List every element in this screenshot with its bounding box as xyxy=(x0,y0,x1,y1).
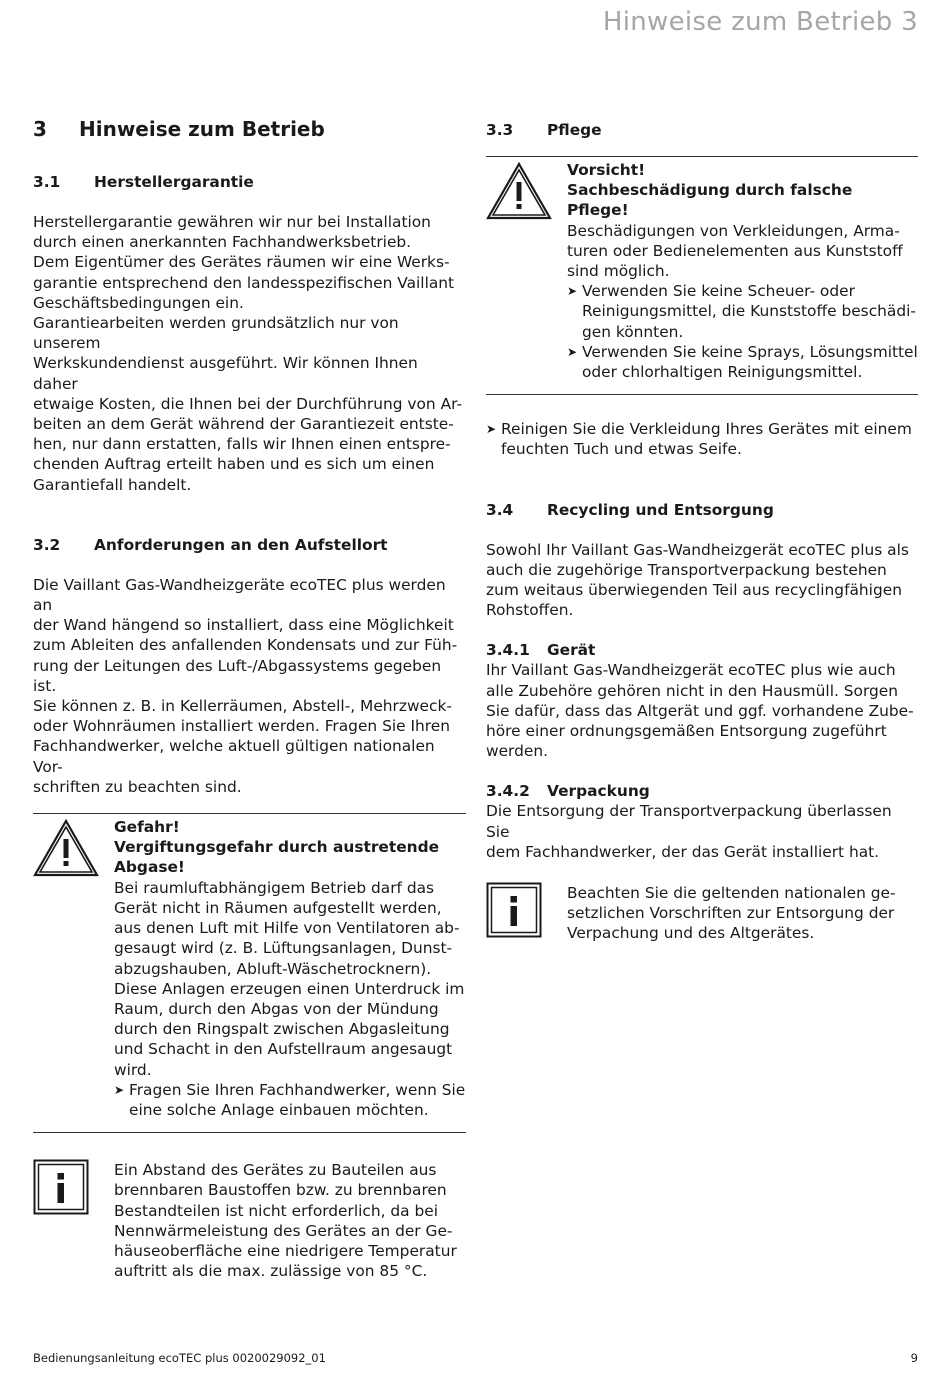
text-line: Die Entsorgung der Transportverpackung überlassen Sie xyxy=(486,802,892,841)
text-line: zum weitaus überwiegenden Teil aus recyclingfähigen xyxy=(486,581,902,600)
danger-subtitle: Abgase! xyxy=(114,858,185,877)
text-line: durch den Ringspalt zwischen Abgasleitung xyxy=(114,1020,450,1039)
bullet-text xyxy=(582,342,918,382)
text-line: dem Fachhandwerker, der das Gerät installiert hat. xyxy=(486,842,880,861)
text-line: Fachhandwerker, welche aktuell gültigen nationalen Vor- xyxy=(33,737,435,776)
info-box-right xyxy=(486,882,918,944)
left-column xyxy=(33,112,466,1281)
chapter-title: Hinweise zum Betrieb xyxy=(79,117,325,141)
text-line: Garantiearbeiten werden grundsätzlich nur von unserem xyxy=(33,314,399,353)
paragraph-herstellergarantie xyxy=(33,212,466,495)
text-line: häuseoberfläche eine niedrigere Temperatur xyxy=(114,1241,457,1260)
text-line: beiten an dem Gerät während der Garantiezeit entste- xyxy=(33,415,454,434)
text-line: gen könnten. xyxy=(582,322,684,341)
text-line: sind möglich. xyxy=(567,262,670,281)
section-number: 3.4.2 xyxy=(486,782,530,801)
text-line: Geschäftsbedingungen ein. xyxy=(33,293,244,312)
text-line: Rohstoffen. xyxy=(486,601,574,620)
bullet-text xyxy=(501,419,912,459)
text-line: Fragen Sie Ihren Fachhandwerker, wenn Sie xyxy=(129,1080,466,1099)
danger-content xyxy=(114,817,466,1120)
danger-bullet xyxy=(114,1080,466,1120)
text-line: ist. xyxy=(33,676,57,695)
section-number: 3.4 xyxy=(486,500,514,519)
section-number: 3.2 xyxy=(33,535,61,554)
section-heading-3-3 xyxy=(486,120,918,140)
text-line: durch einen anerkannten Fachhandwerksbetrieb. xyxy=(33,233,412,252)
text-line: Reinigungsmittel, die Kunststoffe beschädi- xyxy=(582,302,916,321)
arrow-bullet-icon: ➤ xyxy=(486,422,497,437)
arrow-bullet-icon: ➤ xyxy=(567,284,578,299)
info-icon xyxy=(33,1159,114,1281)
text-line: Werkskundendienst ausgeführt. Wir können Ihnen daher xyxy=(33,354,418,393)
text-line: Sowohl Ihr Vaillant Gas-Wandheizgerät ecoTEC plus als xyxy=(486,540,909,559)
text-line: Dem Eigentümer des Gerätes räumen wir eine Werks- xyxy=(33,253,450,272)
bullet-text xyxy=(582,281,916,342)
text-line: Reinigen Sie die Verkleidung Ihres Gerätes mit einem xyxy=(501,420,912,439)
paragraph-aufstellort xyxy=(33,575,466,797)
danger-box xyxy=(33,813,466,1133)
text-line: Beschädigungen von Verkleidungen, Arma- xyxy=(567,221,900,240)
section-title: Pflege xyxy=(547,121,602,139)
paragraph-verpackung xyxy=(486,801,918,862)
text-line: garantie entsprechend den landesspezifischen Vaillant xyxy=(33,273,455,292)
text-line: wird. xyxy=(114,1060,152,1079)
text-line: Ein Abstand des Gerätes zu Bauteilen aus xyxy=(114,1161,437,1180)
text-line: Verwenden Sie keine Scheuer- oder xyxy=(582,282,855,301)
section-title: Recycling und Entsorgung xyxy=(547,500,774,519)
text-line: Gerät nicht in Räumen aufgestellt werden, xyxy=(114,898,442,917)
text-line: Ihr Vaillant Gas-Wandheizgerät ecoTEC plus wie auch xyxy=(486,661,896,680)
right-column xyxy=(486,112,918,944)
paragraph-geraet xyxy=(486,660,918,761)
info-text xyxy=(114,1159,457,1281)
text-line: turen oder Bedienelementen aus Kunststoff xyxy=(567,241,903,260)
text-line: Verpachung und des Altgerätes. xyxy=(567,924,815,943)
text-line: Die Vaillant Gas-Wandheizgeräte ecoTEC plus werden an xyxy=(33,575,446,615)
section-number: 3.1 xyxy=(33,173,61,191)
text-line: Verwenden Sie keine Sprays, Lösungsmittel xyxy=(582,342,918,361)
arrow-bullet-icon: ➤ xyxy=(114,1082,125,1097)
text-line: Herstellergarantie gewähren wir nur bei Installation xyxy=(33,213,431,231)
paragraph-recycling xyxy=(486,540,918,621)
caution-box xyxy=(486,156,918,395)
text-line: setzlichen Vorschriften zur Entsorgung der xyxy=(567,904,895,923)
text-line: Bestandteilen ist nicht erforderlich, da bei xyxy=(114,1201,439,1220)
text-line: der Wand hängend so installiert, dass eine Möglichkeit xyxy=(33,616,454,635)
danger-title: Gefahr! xyxy=(114,818,180,837)
footer-document-title: Bedienungsanleitung ecoTEC plus 0020029092_01 xyxy=(33,1351,326,1365)
section-heading-3-4-2 xyxy=(486,781,918,801)
text-line: alle Zubehöre gehören nicht in den Hausmüll. Sorgen xyxy=(486,681,898,700)
warning-triangle-icon xyxy=(486,160,567,382)
text-line: Garantiefall handelt. xyxy=(33,475,192,494)
page-number: 9 xyxy=(910,1351,918,1365)
text-line: Beachten Sie die geltenden nationalen ge- xyxy=(567,884,896,903)
text-line: auch die zugehörige Transportverpackung bestehen xyxy=(486,560,887,579)
section-title: Verpackung xyxy=(547,782,650,801)
text-line: Sie dafür, dass das Altgerät und ggf. vorhandene Zube- xyxy=(486,701,914,720)
text-line: hen, nur dann erstatten, falls wir Ihnen einen entspre- xyxy=(33,435,451,454)
text-line: gesaugt wird (z. B. Lüftungsanlagen, Dunst- xyxy=(114,939,453,958)
chapter-heading xyxy=(33,116,466,142)
text-line: brennbaren Baustoffen bzw. zu brennbaren xyxy=(114,1181,447,1200)
text-line: rung der Leitungen des Luft-/Abgassystems gegeben xyxy=(33,656,442,675)
text-line: Nennwärmeleistung des Gerätes an der Ge- xyxy=(114,1221,453,1240)
text-line: auftritt als die max. zulässige von 85 °C. xyxy=(114,1262,428,1281)
running-header: Hinweise zum Betrieb 3 xyxy=(602,7,918,37)
info-icon xyxy=(486,882,567,944)
caution-bullet xyxy=(567,281,918,342)
caution-bullet xyxy=(567,342,918,382)
text-line: zum Ableiten des anfallenden Kondensats und zur Füh- xyxy=(33,636,458,655)
section-title: Gerät xyxy=(547,641,596,660)
bullet-text xyxy=(129,1080,465,1120)
text-line: abzugshauben, Abluft-Wäschetrocknern). xyxy=(114,959,432,978)
section-title: Anforderungen an den Aufstellort xyxy=(94,535,388,554)
text-line: oder chlorhaltigen Reinigungsmittel. xyxy=(582,363,863,382)
warning-triangle-icon xyxy=(33,817,114,1120)
section-number: 3.4.1 xyxy=(486,641,530,660)
text-line: aus denen Luft mit Hilfe von Ventilatoren ab- xyxy=(114,919,460,938)
section-title: Herstellergarantie xyxy=(94,173,254,191)
section-heading-3-4-1 xyxy=(486,640,918,660)
text-line: Sie können z. B. in Kellerräumen, Abstell-, Mehrzweck- xyxy=(33,697,452,716)
text-line: chenden Auftrag erteilt haben und es sich um einen xyxy=(33,455,435,474)
section-heading-3-4 xyxy=(486,500,918,520)
chapter-number: 3 xyxy=(33,117,47,141)
section-heading-3-1 xyxy=(33,172,466,192)
arrow-bullet-icon: ➤ xyxy=(567,344,578,359)
text-line: Raum, durch den Abgas von der Mündung xyxy=(114,999,439,1018)
danger-subtitle: Vergiftungsgefahr durch austretende xyxy=(114,838,440,857)
text-line: und Schacht in den Aufstellraum angesaugt xyxy=(114,1040,453,1059)
text-line: Bei raumluftabhängigem Betrieb darf das xyxy=(114,878,435,897)
text-line: werden. xyxy=(486,742,548,761)
text-line: oder Wohnräumen installiert werden. Fragen Sie Ihren xyxy=(33,717,450,736)
section-number: 3.3 xyxy=(486,121,514,139)
caution-subtitle: Sachbeschädigung durch falsche Pflege! xyxy=(567,181,853,220)
text-line: höre einer ordnungsgemäßen Entsorgung zugeführt xyxy=(486,722,887,741)
caution-content xyxy=(567,160,918,382)
info-box-left xyxy=(33,1159,466,1281)
info-text xyxy=(567,882,896,944)
text-line: schriften zu beachten sind. xyxy=(33,777,242,796)
text-line: eine solche Anlage einbauen möchten. xyxy=(129,1100,429,1119)
section-heading-3-2 xyxy=(33,535,466,555)
caution-title: Vorsicht! xyxy=(567,161,646,179)
text-line: feuchten Tuch und etwas Seife. xyxy=(501,440,742,459)
text-line: Diese Anlagen erzeugen einen Unterdruck im xyxy=(114,979,465,998)
cleaning-bullet xyxy=(486,419,918,459)
text-line: etwaige Kosten, die Ihnen bei der Durchführung von Ar- xyxy=(33,394,462,413)
